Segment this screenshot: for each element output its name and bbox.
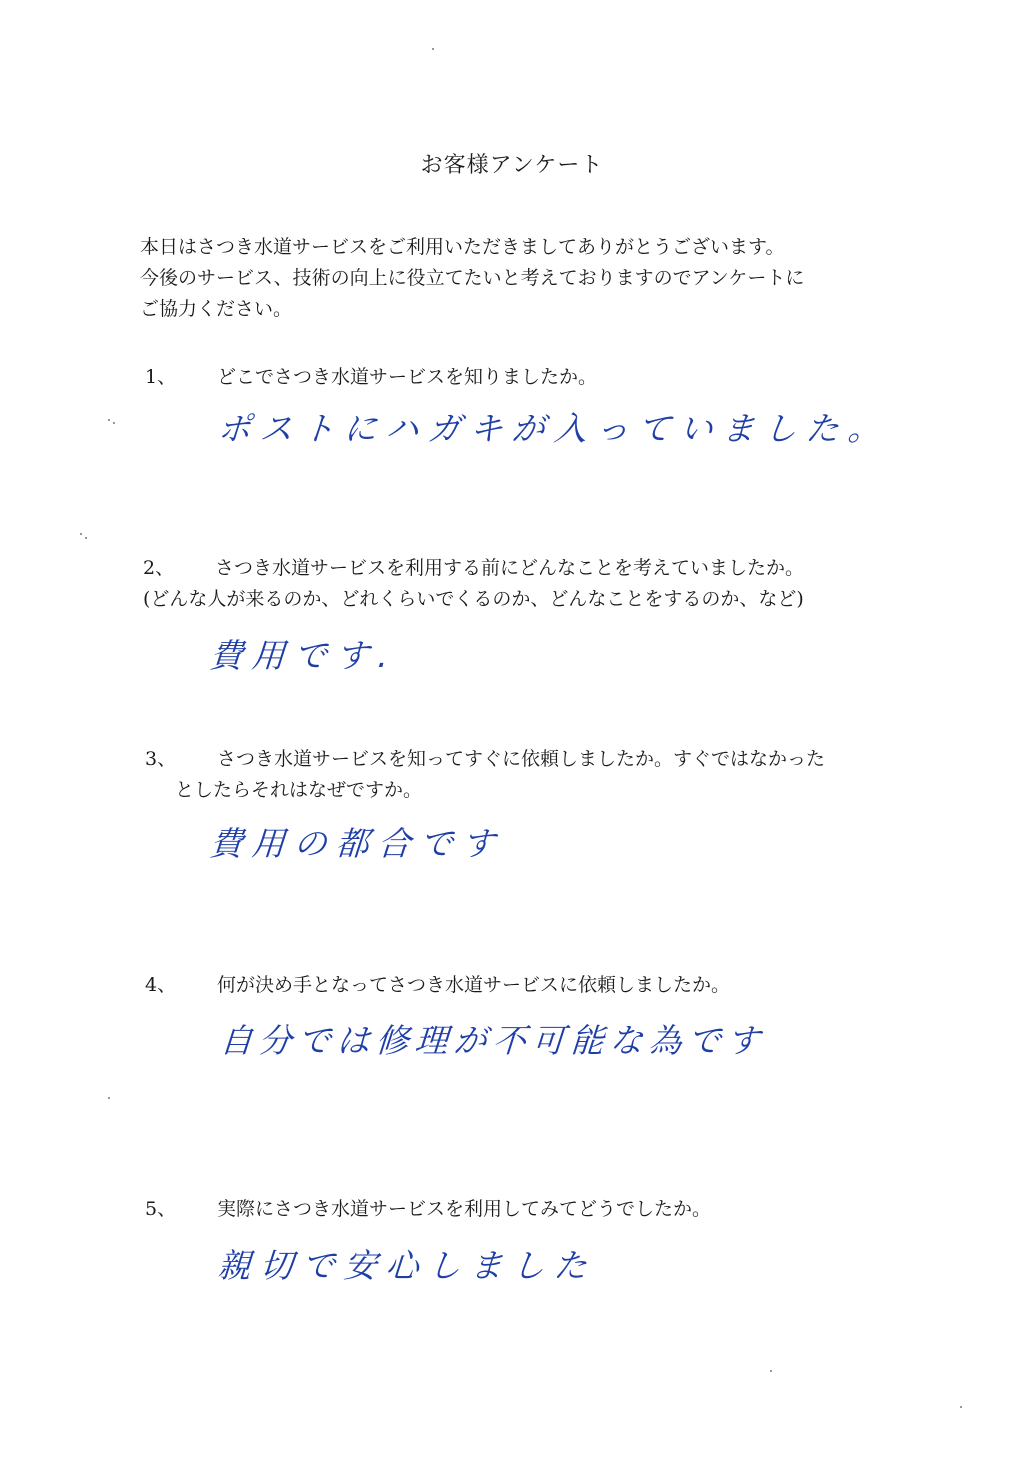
- question-text: さつき水道サービスを利用する前にどんなことを考えていましたか。: [215, 557, 805, 579]
- intro-line: 今後のサービス、技術の向上に役立てたいと考えておりますのでアンケートに: [140, 267, 805, 289]
- intro-line: 本日はさつき水道サービスをご利用いただきましてありがとうございます。: [140, 236, 785, 258]
- question-number: 5、: [145, 1198, 177, 1220]
- question-number: 4、: [145, 974, 177, 996]
- handwritten-answer-1: ポストにハガキが入っていました。: [216, 409, 892, 448]
- question-subtext: (どんな人が来るのか、どれくらいでくるのか、どんなことをするのか、など): [143, 588, 804, 610]
- question-number: 1、: [145, 366, 177, 388]
- question-subtext: としたらそれはなぜですか。: [175, 779, 423, 801]
- question-1: [145, 362, 597, 393]
- question-number: 2、: [143, 557, 175, 579]
- handwritten-answer-5: 親切で安心しました: [216, 1246, 598, 1285]
- question-5: [145, 1194, 711, 1225]
- survey-intro: [140, 232, 920, 325]
- question-3: [145, 744, 825, 806]
- handwritten-answer-3: 費用の都合です: [208, 824, 506, 863]
- handwritten-answer-2: 費用です.: [208, 636, 399, 675]
- question-4: [145, 970, 730, 1001]
- question-2: [143, 553, 804, 615]
- question-text: 何が決め手となってさつき水道サービスに依頼しましたか。: [217, 974, 731, 996]
- handwritten-answer-4: 自分では修理が不可能な為です: [218, 1021, 768, 1060]
- question-text: どこでさつき水道サービスを知りましたか。: [217, 366, 598, 388]
- question-text: 実際にさつき水道サービスを利用してみてどうでしたか。: [217, 1198, 712, 1220]
- intro-line: ご協力ください。: [140, 298, 293, 320]
- question-number: 3、: [145, 748, 177, 770]
- survey-title: お客様アンケート: [420, 153, 604, 178]
- question-text: さつき水道サービスを知ってすぐに依頼しましたか。すぐではなかった: [217, 748, 826, 770]
